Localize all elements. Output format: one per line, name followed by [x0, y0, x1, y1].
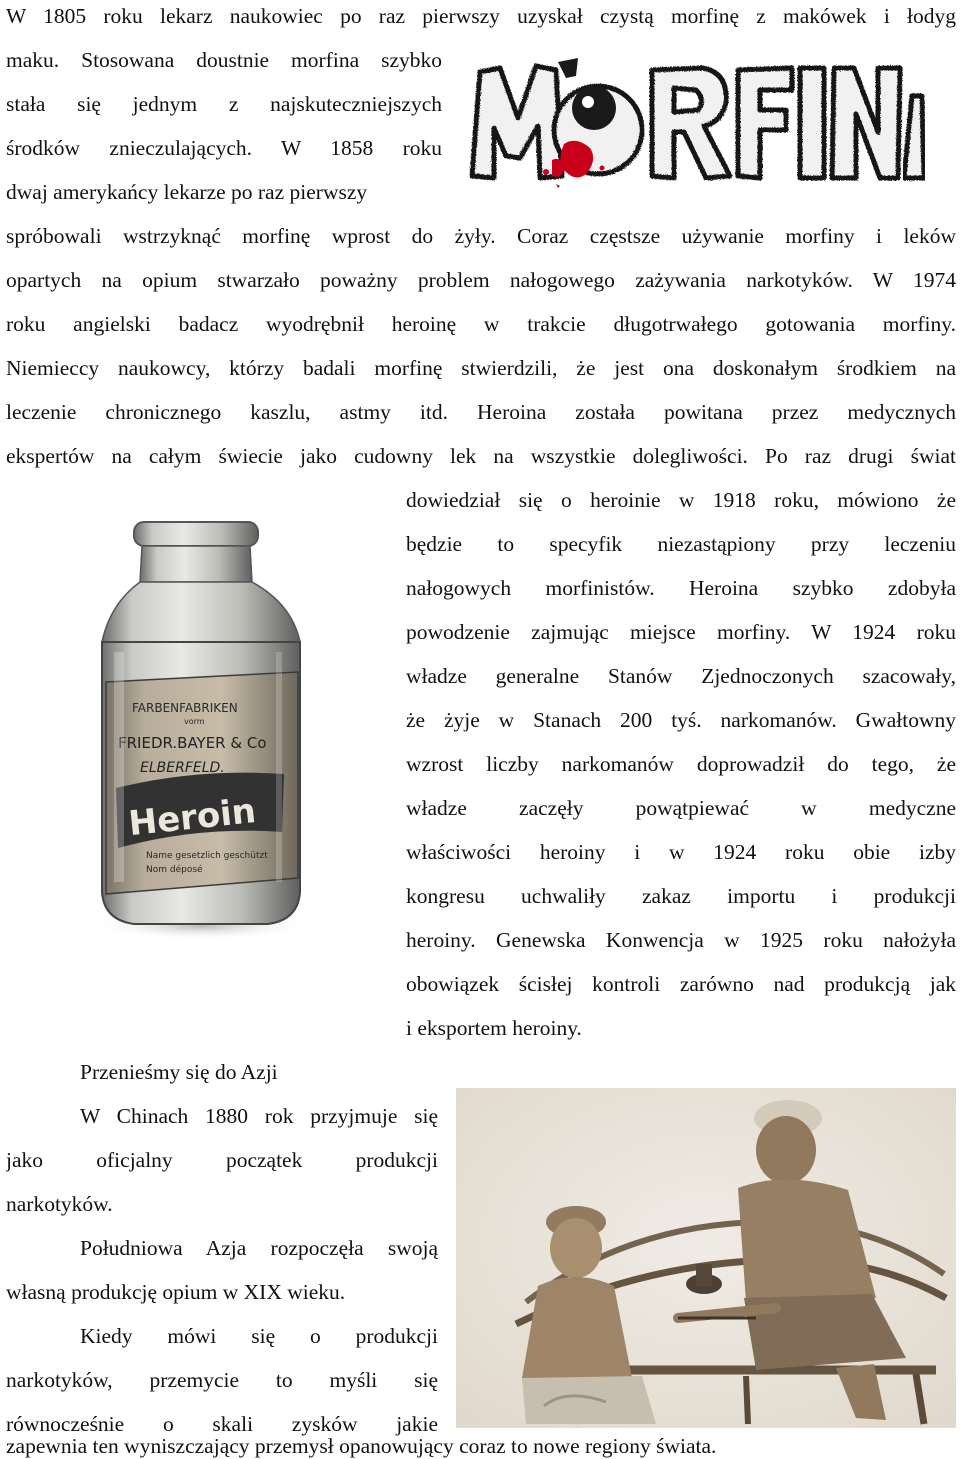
bottle-label-text: Nom déposé — [146, 865, 203, 875]
paragraph-line: Kiedy mówi się o produkcji — [80, 1324, 438, 1348]
bottle-label-text: FRIEDR.BAYER & Co — [118, 734, 267, 752]
paragraph-line: spróbowali wstrzyknąć morfinę wprost do żyły. Coraz częstsze używanie morfiny i leków — [6, 224, 956, 248]
section-heading: Przenieśmy się do Azji — [80, 1060, 278, 1084]
paragraph-line: roku angielski badacz wyodrębnił heroinę w trakcie długotrwałego gotowania morfiny. — [6, 312, 956, 336]
paragraph-line: Niemieccy naukowcy, którzy badali morfinę stwierdzili, że jest ona doskonałym środkiem na — [6, 356, 956, 380]
paragraph-line: jako oficjalny początek produkcji — [6, 1148, 438, 1172]
morfina-logo — [466, 48, 926, 188]
paragraph-line: maku. Stosowana doustnie morfina szybko — [6, 48, 442, 72]
paragraph-line: Południowa Azja rozpoczęła swoją — [80, 1236, 438, 1260]
paragraph-line: heroiny. Genewska Konwencja w 1925 roku nałożyła — [406, 928, 956, 952]
paragraph-line: dowiedział się o heroinie w 1918 roku, mówiono że — [406, 488, 956, 512]
paragraph-line: leczenie chronicznego kaszlu, astmy itd. Heroina została powitana przez medycznych — [6, 400, 956, 424]
bottle-label-text: FARBENFABRIKEN — [132, 701, 238, 715]
paragraph-line: W Chinach 1880 rok przyjmuje się — [80, 1104, 438, 1128]
paragraph-line: stała się jednym z najskuteczniejszych — [6, 92, 442, 116]
paragraph-line: W 1805 roku lekarz naukowiec po raz pierwszy uzyskał czystą morfinę z makówek i łodyg — [6, 4, 956, 28]
bottle-label-text: ELBERFELD. — [140, 760, 225, 776]
paragraph-line: własną produkcję opium w XIX wieku. — [6, 1280, 346, 1304]
paragraph-line: i eksportem heroiny. — [406, 1016, 582, 1040]
paragraph-line: środków znieczulających. W 1858 roku — [6, 136, 442, 160]
heroin-bottle-image — [88, 512, 314, 940]
paragraph-line: obowiązek ścisłej kontroli zarówno nad produkcją jak — [406, 972, 956, 996]
paragraph-line: że żyje w Stanach 200 tyś. narkomanów. Gwałtowny — [406, 708, 956, 732]
opium-smokers-photo — [456, 1088, 956, 1428]
paragraph-line: ekspertów na całym świecie jako cudowny lek na wszystkie dolegliwości. Po raz drugi świat — [6, 444, 956, 468]
paragraph-line: wzrost liczby narkomanów doprowadził do tego, że — [406, 752, 956, 776]
paragraph-line: właściwości heroiny i w 1924 roku obie izby — [406, 840, 956, 864]
paragraph-line: będzie to specyfik niezastąpiony przy leczeniu — [406, 532, 956, 556]
bottle-brand-text: Heroin — [126, 791, 258, 845]
paragraph-line: powodzenie zajmując miejsce morfiny. W 1924 roku — [406, 620, 956, 644]
paragraph-line: władze zaczęły powątpiewać w medyczne — [406, 796, 956, 820]
paragraph-line: równocześnie o skali zysków jakie — [6, 1412, 438, 1436]
paragraph-line: dwaj amerykańcy lekarze po raz pierwszy — [6, 180, 368, 204]
paragraph-line: nałogowych morfinistów. Heroina szybko zdobyła — [406, 576, 956, 600]
paragraph-line: narkotyków. — [6, 1192, 113, 1216]
paragraph-line: narkotyków, przemycie to myśli się — [6, 1368, 438, 1392]
bottle-label-text: Name gesetzlich geschützt — [146, 851, 268, 861]
paragraph-line: zapewnia ten wyniszczający przemysł opanowujący coraz to nowe regiony świata. — [6, 1434, 717, 1458]
paragraph-line: władze generalne Stanów Zjednoczonych szacowały, — [406, 664, 956, 688]
bottle-label-text: vorm — [184, 717, 205, 726]
paragraph-line: opartych na opium stwarzało poważny problem nałogowego zażywania narkotyków. W 1974 — [6, 268, 956, 292]
paragraph-line: kongresu uchwaliły zakaz importu i produkcji — [406, 884, 956, 908]
